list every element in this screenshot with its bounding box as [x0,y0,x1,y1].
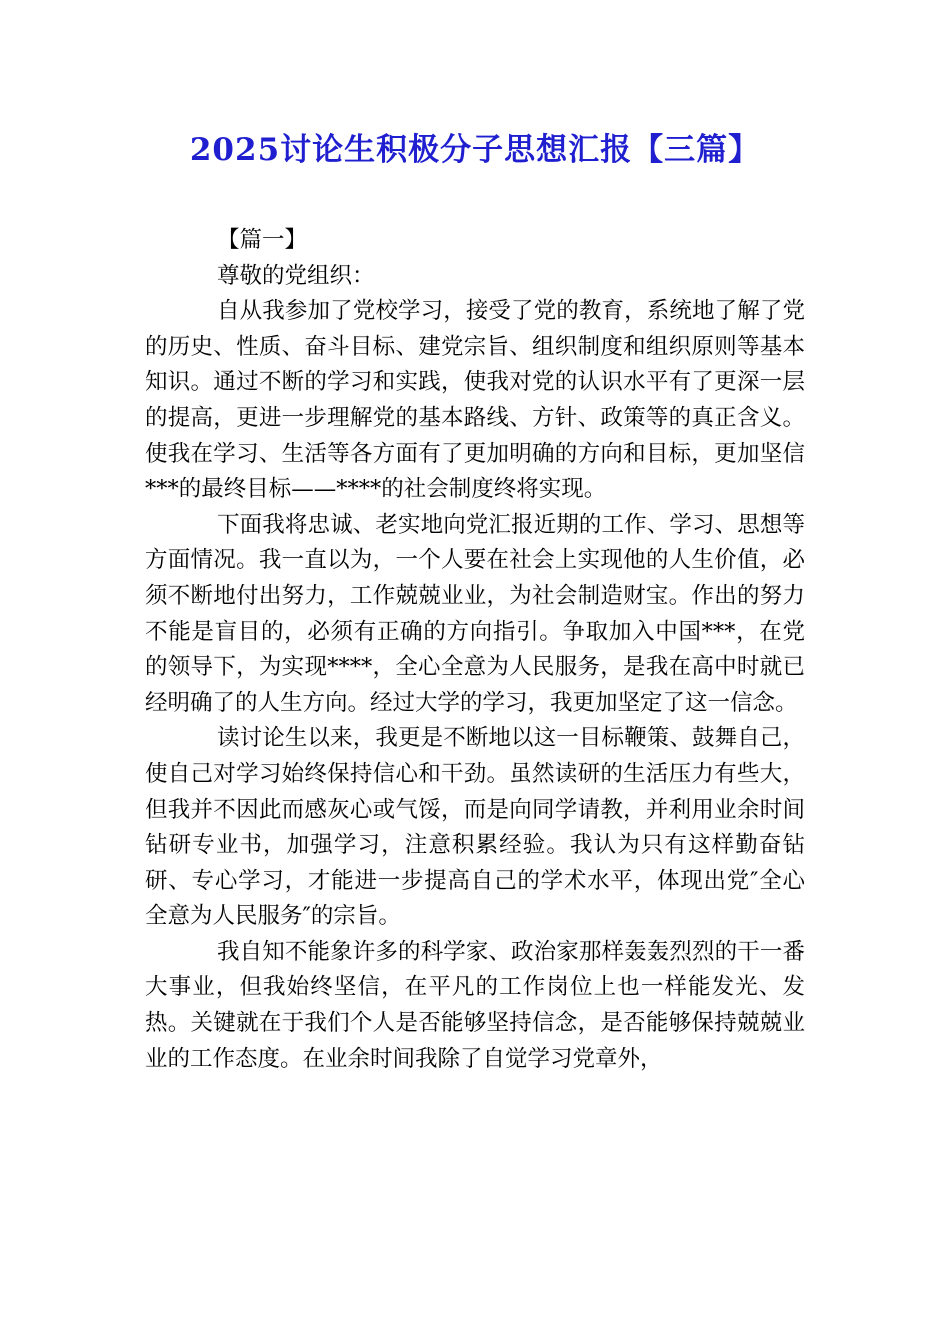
paragraph: 我自知不能象许多的科学家、政治家那样轰轰烈烈的干一番大事业，但我始终坚信，在平凡的工作岗位上也一样能发光、发热。关键就在于我们个人是否能够坚持信念，是否能够保持兢兢业业的工作态度。在业余时间我除了自觉学习党章外， [145,938,805,1072]
salutation: 尊敬的党组织： [217,262,375,289]
document-title: 2025讨论生积极分子思想汇报【三篇】 [189,132,761,168]
paragraph: 下面我将忠诚、老实地向党汇报近期的工作、学习、思想等方面情况。我一直以为，一个人要在社会上实现他的人生价值，必须不断地付出努力，工作兢兢业业，为社会制造财宝。作出的努力不能是盲目的，必须有正确的方向指引。争取加入中国***，在党的领导下，为实现****，全心全意为人民服务，是我在高中时就已经明确了的人生方向。经过大学的学习，我更加坚定了这一信念。 [145,511,805,716]
document-body [145,223,805,1077]
paragraph: 读讨论生以来，我更是不断地以这一目标鞭策、鼓舞自己，使自己对学习始终保持信心和干劲。虽然读研的生活压力有些大，但我并不因此而感灰心或气馁，而是向同学请教，并利用业余时间钻研专业书，加强学习，注意积累经验。我认为只有这样勤奋钻研、专心学习，才能进一步提高自己的学术水平，体现出党″全心全意为人民服务″的宗旨。 [145,725,805,930]
section-label: 【篇一】 [217,227,308,253]
paragraph: 自从我参加了党校学习，接受了党的教育，系统地了解了党的历史、性质、奋斗目标、建党宗旨、组织制度和组织原则等基本知识。通过不断的学习和实践，使我对党的认识水平有了更深一层的提高，更进一步理解党的基本路线、方针、政策等的真正含义。使我在学习、生活等各方面有了更加明确的方向和目标，更加坚信***的最终目标——****的社会制度终将实现。 [145,298,805,503]
